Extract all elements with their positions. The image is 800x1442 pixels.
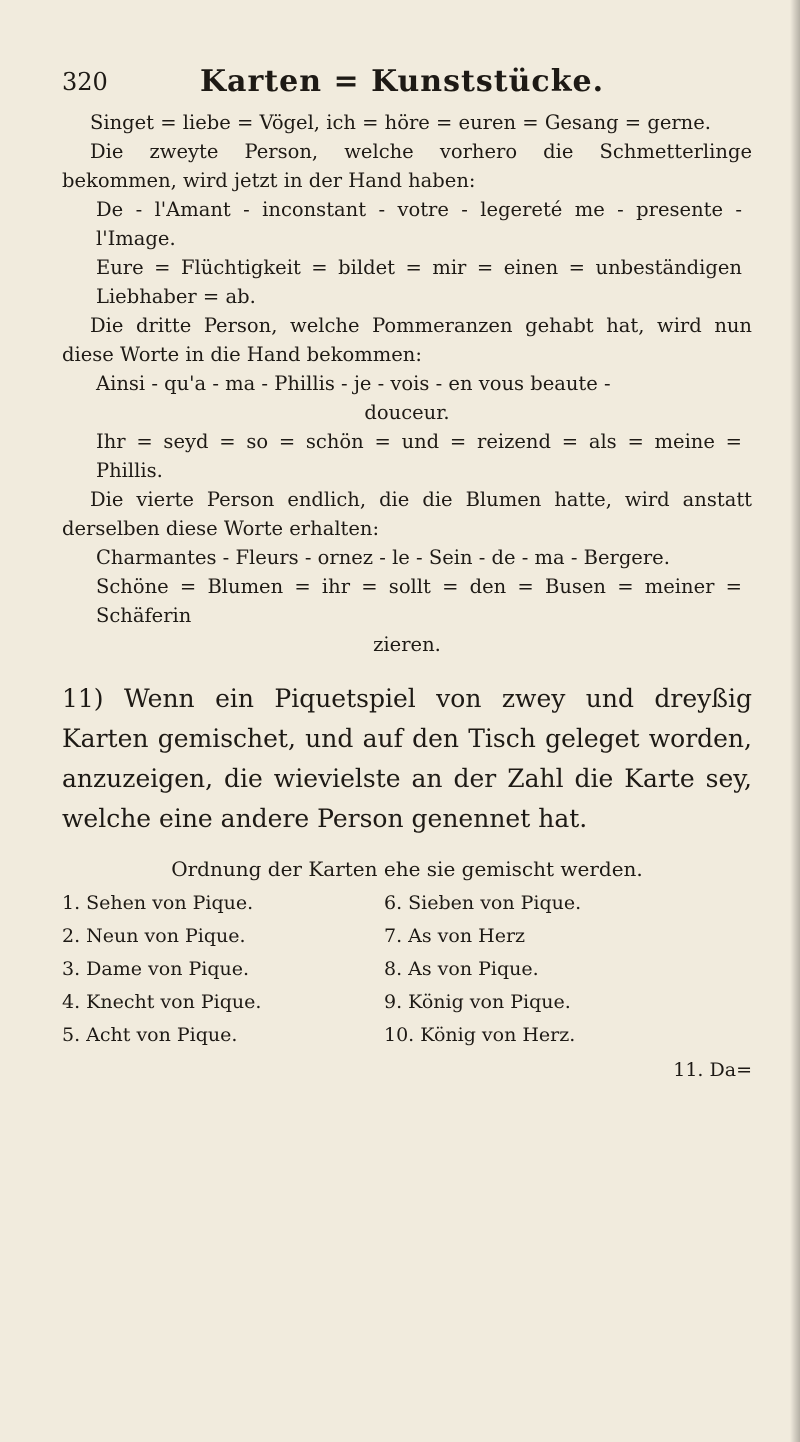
french-verse-fleurs: Charmantes - Fleurs - ornez - le - Sein - de - ma - Bergere. [96, 546, 670, 569]
list-item: 9. König von Pique. [384, 991, 571, 1013]
list-item: 8. As von Pique. [384, 958, 539, 980]
german-verse-blumen-cont: zieren. [373, 633, 441, 656]
german-verse-phillis: Ihr = seyd = so = schön = und = reizend = als = meine = Phillis. [96, 430, 742, 482]
paragraph-second-person: Die zweyte Person, welche vorhero die Schmetterlinge bekommen, wird jetzt in der Hand haben: [62, 140, 752, 192]
running-title: Karten = Kunststücke. [199, 64, 605, 99]
list-item: 5. Acht von Pique. [62, 1024, 238, 1046]
section-11-heading: 11) Wenn ein Piquetspiel von zwey und dreyßig Karten gemischet, und auf den Tisch geleget worden, anzuzeigen, die wievielste an der Zahl die Karte sey, welche eine andere Person genennet hat. [62, 684, 752, 833]
list-item: 7. As von Herz [384, 925, 526, 947]
list-item: 10. König von Herz. [384, 1024, 576, 1046]
page-edge-shadow [790, 0, 800, 1442]
card-order-right-column [384, 887, 581, 1052]
card-order-title: Ordnung der Karten ehe sie gemischt werden. [171, 857, 643, 881]
card-order-left-column [62, 887, 261, 1052]
list-item: 2. Neun von Pique. [62, 925, 246, 947]
list-item: 3. Dame von Pique. [62, 958, 250, 980]
card-order-list [62, 887, 752, 1081]
page-number: 320 [62, 68, 108, 96]
page-body [62, 108, 752, 1081]
paragraph-third-person: Die dritte Person, welche Pommeranzen gehabt hat, wird nun diese Worte in die Hand bekommen: [62, 314, 752, 366]
list-item: 6. Sieben von Pique. [384, 892, 582, 914]
german-verse-fluechtigkeit: Eure = Flüchtigkeit = bildet = mir = einen = unbeständigen Liebhaber = ab. [96, 256, 742, 308]
catchword: 11. Da= [673, 1059, 752, 1081]
list-item: 1. Sehen von Pique. [62, 892, 254, 914]
list-item: 4. Knecht von Pique. [62, 991, 262, 1013]
french-verse-amant: De - l'Amant - inconstant - votre - legereté me - presente - l'Image. [96, 198, 742, 250]
paragraph-fourth-person: Die vierte Person endlich, die die Blumen hatte, wird anstatt derselben diese Worte erhalten: [62, 488, 752, 540]
german-verse-blumen: Schöne = Blumen = ihr = sollt = den = Busen = meiner = Schäferin [96, 575, 742, 627]
french-verse-phillis: Ainsi - qu'a - ma - Phillis - je - vois - en vous beaute - [96, 372, 611, 395]
page-header [62, 64, 742, 104]
paragraph-singet: Singet = liebe = Vögel, ich = höre = euren = Gesang = gerne. [90, 111, 711, 134]
french-verse-phillis-cont: douceur. [364, 401, 450, 424]
